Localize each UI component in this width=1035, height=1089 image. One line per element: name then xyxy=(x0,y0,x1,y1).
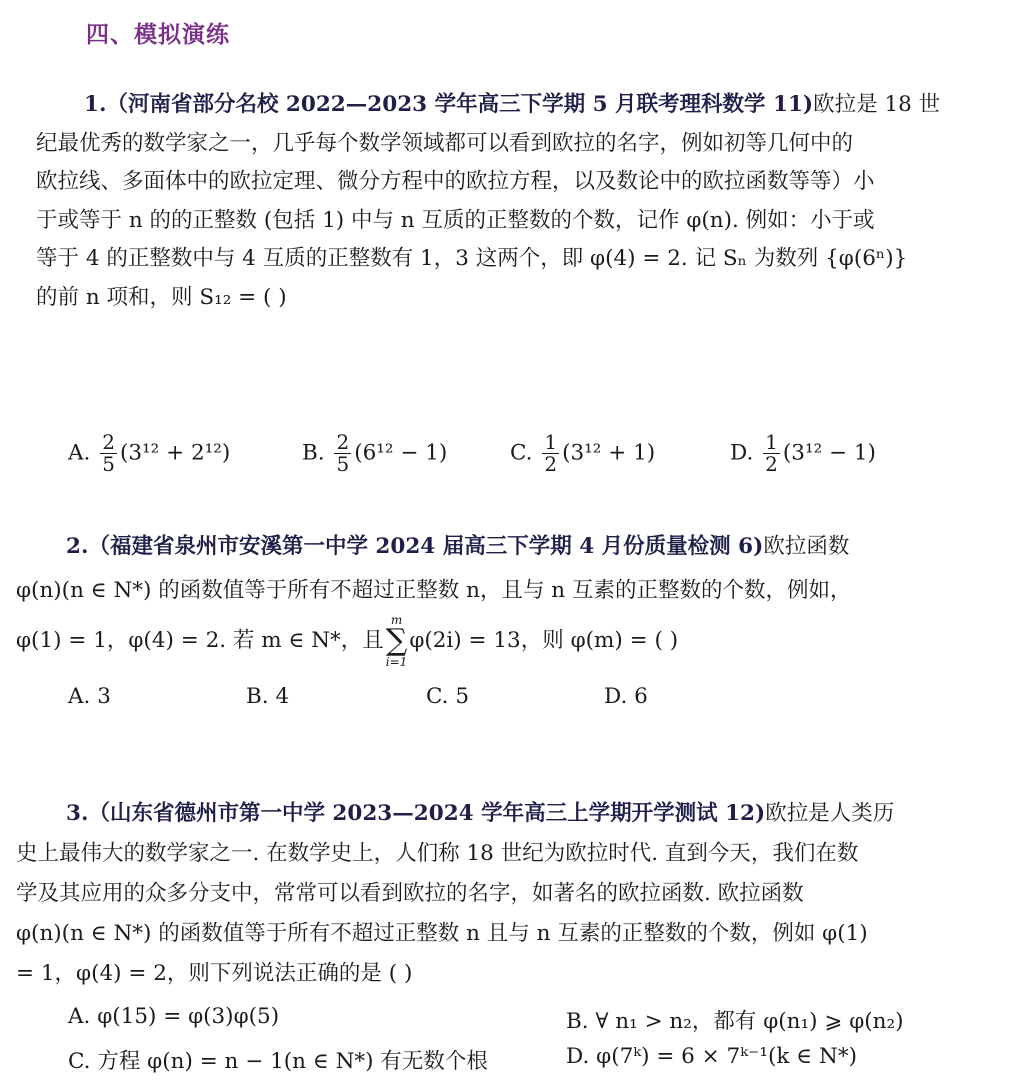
question-3-option-a[interactable]: A. φ(15) = φ(3)φ(5) xyxy=(68,1004,280,1029)
question-1-source: 1.（河南省部分名校 2022—2023 学年高三下学期 5 月联考理科数学 11) xyxy=(84,92,814,117)
question-3-option-b[interactable]: B. ∀ n₁ > n₂，都有 φ(n₁) ⩾ φ(n₂) xyxy=(566,1009,904,1034)
denominator: 2 xyxy=(765,452,778,476)
question-2-option-b[interactable]: B. 4 xyxy=(246,684,290,709)
question-2-option-c[interactable]: C. 5 xyxy=(426,684,470,709)
question-3-line-3: 学及其应用的众多分支中，常常可以看到欧拉的名字，如著名的欧拉函数. 欧拉函数 xyxy=(16,881,804,906)
question-1-line-5: 等于 4 的正整数中与 4 互质的正整数有 1，3 这两个，即 φ(4) = 2. 记 Sₙ 为数列 {φ(6ⁿ)} xyxy=(36,246,908,271)
question-1-line-3: 欧拉线、多面体中的欧拉定理、微分方程中的欧拉方程，以及数论中的欧拉函数等等）小 xyxy=(36,169,875,194)
question-1-line-1 xyxy=(36,86,996,125)
option-expression: (3¹² + 2¹²) xyxy=(119,440,231,466)
question-2-source: 2.（福建省泉州市安溪第一中学 2024 届高三下学期 4 月份质量检测 6) xyxy=(66,534,764,559)
question-2-text: 欧拉函数 xyxy=(763,534,850,559)
denominator: 2 xyxy=(544,452,558,476)
option-expression: (3¹² + 1) xyxy=(562,440,656,466)
question-1-option-b[interactable] xyxy=(302,432,447,475)
question-2-line-1 xyxy=(36,525,996,569)
question-3-line-1 xyxy=(36,794,996,834)
numerator: 1 xyxy=(544,430,558,454)
option-label: D. xyxy=(730,440,754,466)
question-1-option-c[interactable] xyxy=(510,432,655,475)
question-1-text: 欧拉是 18 世 xyxy=(813,92,941,117)
question-3-line-2: 史上最伟大的数学家之一. 在数学史上，人们称 18 世纪为欧拉时代. 直到今天，我们在数 xyxy=(16,841,859,866)
fraction xyxy=(542,432,559,475)
question-2-line-2: φ(n)(n ∈ N*) 的函数值等于所有不超过正整数 n，且与 n 互素的正整数的个数，例如， xyxy=(16,578,852,603)
question-1-line-4: 于或等于 n 的的正整数 (包括 1) 中与 n 互质的正整数的个数，记作 φ(n). 例如：小于或 xyxy=(36,207,875,233)
question-1-line-2: 纪最优秀的数学家之一，几乎每个数学领域都可以看到欧拉的名字，例如初等几何中的 xyxy=(36,130,854,156)
question-2-text-after-sum: φ(2i) = 13，则 φ(m) = ( ) xyxy=(409,628,679,653)
option-expression: (6¹² − 1) xyxy=(354,440,448,466)
question-2-option-d[interactable]: D. 6 xyxy=(604,684,648,709)
question-1-option-a[interactable] xyxy=(68,432,230,475)
option-label: C. xyxy=(510,440,533,466)
question-2-option-a[interactable]: A. 3 xyxy=(68,684,111,709)
option-expression: (3¹² − 1) xyxy=(782,440,876,466)
fraction xyxy=(763,432,780,475)
fraction xyxy=(334,432,351,475)
numerator: 2 xyxy=(336,430,350,454)
sigma-icon: ∑ xyxy=(385,623,408,658)
question-3-line-4: φ(n)(n ∈ N*) 的函数值等于所有不超过正整数 n 且与 n 互素的正整数的个数，例如 φ(1) xyxy=(16,921,868,946)
option-label: B. xyxy=(302,440,325,466)
question-2 xyxy=(16,525,996,669)
numerator: 2 xyxy=(102,430,115,454)
question-1-option-d[interactable] xyxy=(730,432,876,475)
fraction xyxy=(100,432,117,475)
question-2-line-3 xyxy=(16,613,996,669)
sum-lower-limit: i=1 xyxy=(385,655,408,669)
section-title: 四、模拟演练 xyxy=(86,21,230,48)
question-3-option-c[interactable]: C. 方程 φ(n) = n − 1(n ∈ N*) 有无数个根 xyxy=(68,1049,488,1074)
numerator: 1 xyxy=(765,430,778,454)
question-1-line-6: 的前 n 项和，则 S₁₂ = ( ) xyxy=(36,284,287,310)
question-3-option-d[interactable]: D. φ(7ᵏ) = 6 × 7ᵏ⁻¹(k ∈ N*) xyxy=(566,1044,857,1069)
sum-upper-limit: m xyxy=(390,613,403,627)
question-3-text: 欧拉是人类历 xyxy=(765,801,895,826)
question-3-source: 3.（山东省德州市第一中学 2023—2024 学年高三上学期开学测试 12) xyxy=(66,801,766,826)
question-2-text-before-sum: φ(1) = 1，φ(4) = 2. 若 m ∈ N*，且 xyxy=(16,628,384,653)
denominator: 5 xyxy=(102,452,115,476)
option-label: A. xyxy=(68,440,91,466)
denominator: 5 xyxy=(336,452,350,476)
question-1 xyxy=(36,86,996,317)
question-3-line-5: = 1，φ(4) = 2，则下列说法正确的是 ( ) xyxy=(16,961,413,986)
summation-symbol xyxy=(386,613,408,669)
question-3 xyxy=(16,794,996,994)
